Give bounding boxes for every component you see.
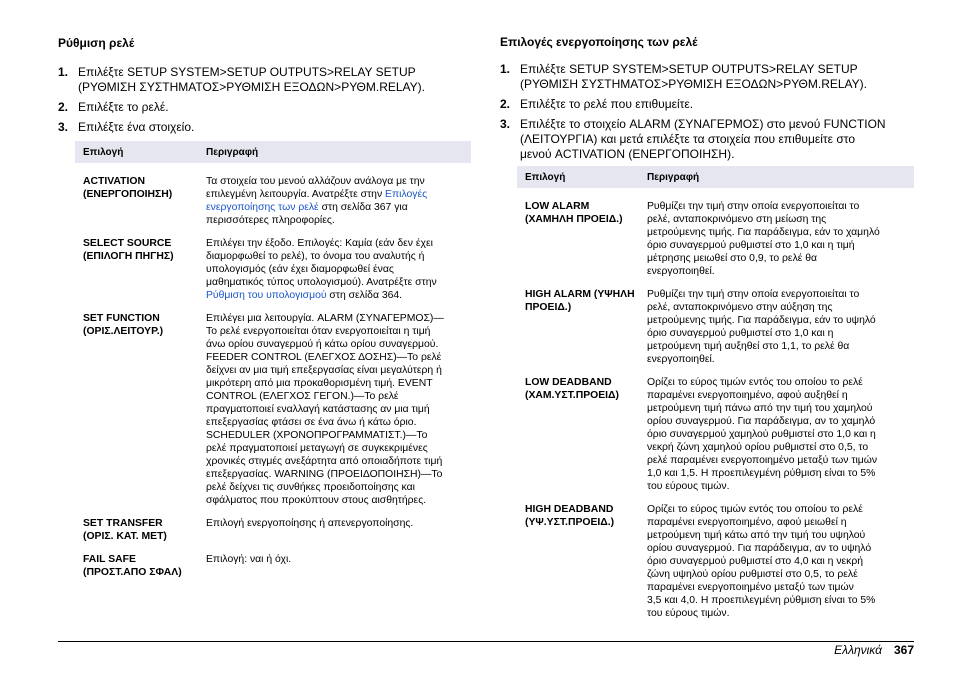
option-name: FAIL SAFE (ΠΡΟΣΤ.ΑΠΟ ΣΦΑΛ) xyxy=(83,554,182,578)
step-2 xyxy=(58,100,471,115)
table-row xyxy=(75,237,471,302)
footer-language: Ελληνικά xyxy=(834,643,882,657)
option-name: ACTIVATION (ΕΝΕΡΓΟΠΟΙΗΣΗ) xyxy=(83,176,173,200)
table-row xyxy=(517,503,914,620)
option-description: Επιλέγει μια λειτουργία. ALARM (ΣΥΝΑΓΕΡΜΟΣ)— Το ρελέ ενεργοποιείται όταν ενεργοποιείται η τιμή άνω ορίου συναγερμού ή κάτω ορίου συναγερμού. FEEDER CONTROL (ΕΛΕΓΧΟΣ ΔΟΣΗΣ)—Το ρελέ δείχνει αν μια τιμή επεξεργασίας είναι μεγαλύτερη ή μικρότερη από μια προκαθορισμένη τιμή. EVENT CONTROL (ΕΛΕΓΧΟΣ ΓΕΓΟΝ.)—Το ρελέ πραγματοποιεί εναλλαγή κατάστασης αν μια τιμή επεξεργασίας φτάσει σε ένα άνω ή κάτω όριο. SCHEDULER (ΧΡΟΝΟΠΡΟΓΡΑΜΜΑΤΙΣΤ.)—Το ρελέ πραγματοποιεί μεταγωγή σε συγκεκριμένες χρονικές στιγμές ανεξάρτητα από οποιαδήποτε τιμή επεξεργασίας. WARNING (ΠΡΟΕΙΔΟΠΟΙΗΣΗ)—Το ρελέ δείχνει τις συνθήκες προειδοποίησης και σφάλματος που προκύπτουν στους αισθητήρες. xyxy=(206,313,444,506)
option-name: LOW ALARM (ΧΑΜΗΛΗ ΠΡΟΕΙΔ.) xyxy=(525,201,623,225)
column-header-option: Επιλογή xyxy=(525,171,566,183)
step-text-line: Επιλέξτε SETUP SYSTEM>SETUP OUTPUTS>RELAY SETUP xyxy=(78,65,416,79)
option-description: Ρυθμίζει την τιμή στην οποία ενεργοποιείται το ρελέ, ανταποκρινόμενο στη μείωση της μετρούμενης τιμής. Για παράδειγμα, εάν το χαμηλό όριο συναγερμού ρυθμιστεί στο 1,0 και η τιμή μέτρησης μειωθεί στο 0,9, το ρελέ θα ενεργοποιηθεί. xyxy=(647,201,880,277)
option-name: HIGH ALARM (ΥΨΗΛΗ ΠΡΟΕΙΔ.) xyxy=(525,289,635,313)
step-number: 1. xyxy=(500,62,511,76)
option-description: Επιλογή ενεργοποίησης ή απενεργοποίησης. xyxy=(206,518,414,529)
right-steps xyxy=(500,62,914,167)
table-header xyxy=(75,141,471,163)
step-number: 3. xyxy=(500,117,511,131)
step-text-line: Επιλέξτε ένα στοιχείο. xyxy=(78,120,195,134)
option-description: Επιλογή: ναι ή όχι. xyxy=(206,554,292,565)
option-description: Ορίζει το εύρος τιμών εντός του οποίου το ρελέ παραμένει ενεργοποιημένο, αφού μειωθεί η μετρούμενη τιμή κάτω από την τιμή του υψηλού ορίου συναγερμού. Για παράδειγμα, αν το υψηλό όριο συναγερμού ρυθμιστεί στο 4,0 και η νεκρή ζώνη υψηλού ορίου ρυθμιστεί στο 0,5, το ρελέ παραμένει ενεργοποιημένο μεταξύ των τιμών 3,5 και 4,0. Η προεπιλεγμένη ρύθμιση είναι το 5% του εύρους τιμών. xyxy=(647,504,876,619)
left-steps xyxy=(58,65,471,140)
step-text-line: Επιλέξτε το στοιχείο ALARM (ΣΥΝΑΓΕΡΜΟΣ) στο μενού FUNCTION xyxy=(520,117,886,131)
table-header xyxy=(517,166,914,188)
cross-reference-link[interactable]: ενεργοποίησης των ρελέ xyxy=(206,202,319,213)
step-3 xyxy=(500,117,914,162)
option-name: SET TRANSFER (ΟΡΙΣ. ΚΑΤ. ΜΕΤ) xyxy=(83,518,167,542)
step-1 xyxy=(500,62,914,92)
step-number: 1. xyxy=(58,65,69,79)
section-title-relay-setup: Ρύθμιση ρελέ xyxy=(58,36,135,50)
step-text-line: Επιλέξτε το ρελέ. xyxy=(78,100,169,114)
step-text-line: μενού ACTIVATION (ΕΝΕΡΓΟΠΟΙΗΣΗ). xyxy=(520,147,735,161)
left-options-table xyxy=(75,141,471,579)
cross-reference-link[interactable]: Ρύθμιση του υπολογισμού xyxy=(206,290,327,301)
cross-reference-link[interactable]: Επιλογές xyxy=(385,189,428,200)
column-header-description: Περιγραφή xyxy=(647,171,700,183)
step-text-line: (ΡΥΘΜΙΣΗ ΣΥΣΤΗΜΑΤΟΣ>ΡΥΘΜΙΣΗ ΕΞΟΔΩΝ>ΡΥΘΜ.RELAY). xyxy=(520,77,867,91)
table-row xyxy=(75,175,471,227)
step-number: 2. xyxy=(500,97,511,111)
step-text-line: (ΛΕΙΤΟΥΡΓΙΑ) και μετά επιλέξτε τα στοιχεία που επιθυμείτε στο xyxy=(520,132,855,146)
table-row xyxy=(517,376,914,493)
step-text-line: Επιλέξτε SETUP SYSTEM>SETUP OUTPUTS>RELAY SETUP xyxy=(520,62,858,76)
step-3 xyxy=(58,120,471,135)
option-description: Επιλέγει την έξοδο. Επιλογές: Καμία (εάν δεν έχει διαμορφωθεί το ρελέ), το όνομα του αναλυτής ή υπολογισμός (εάν έχει διαμορφωθεί ένας μαθηματικός τύπος υπολογισμού). Ανατρέξτε στην Ρύθμιση του υπολογισμού στη σελίδα 364. xyxy=(206,238,437,301)
option-name: LOW DEADBAND (ΧΑΜ.ΥΣΤ.ΠΡΟΕΙΔ) xyxy=(525,377,619,401)
option-name: SET FUNCTION (ΟΡΙΣ.ΛΕΙΤΟΥΡ.) xyxy=(83,313,164,337)
footer-divider xyxy=(58,641,914,642)
step-text-line: (ΡΥΘΜΙΣΗ ΣΥΣΤΗΜΑΤΟΣ>ΡΥΘΜΙΣΗ ΕΞΟΔΩΝ>ΡΥΘΜ.RELAY). xyxy=(78,80,425,94)
step-2 xyxy=(500,97,914,112)
step-1 xyxy=(58,65,471,95)
table-row xyxy=(75,517,471,543)
table-row xyxy=(75,553,471,579)
option-name: SELECT SOURCE (ΕΠΙΛΟΓΗ ΠΗΓΗΣ) xyxy=(83,238,174,262)
option-description: Ορίζει το εύρος τιμών εντός του οποίου το ρελέ παραμένει ενεργοποιημένο, αφού αυξηθεί η μετρούμενη τιμή πάνω από την τιμή του χαμηλού ορίου συναγερμού. Για παράδειγμα, αν το χαμηλό όριο συναγερμού χαμηλού ρυθμιστεί στο 1,0 και η νεκρή ζώνη χαμηλού ορίου ρυθμιστεί στο 0,5, το ρελέ παραμένει ενεργοποιημένο μεταξύ των τιμών 1,0 και 1,5. Η προεπιλεγμένη ρύθμιση είναι το 5% του εύρους τιμών. xyxy=(647,377,878,492)
step-number: 3. xyxy=(58,120,69,134)
option-description: Ρυθμίζει την τιμή στην οποία ενεργοποιείται το ρελέ, ανταποκρινόμενο στην αύξηση της μετρούμενης τιμής. Για παράδειγμα, εάν το υψηλό όριο συναγερμού ρυθμιστεί στο 1,0 και η μετρούμενη τιμή αυξηθεί στο 1,1, το ρελέ θα ενεργοποιηθεί. xyxy=(647,289,876,365)
right-options-table xyxy=(517,166,914,620)
step-number: 2. xyxy=(58,100,69,114)
section-title-relay-activation: Επιλογές ενεργοποίησης των ρελέ xyxy=(500,35,698,49)
column-header-description: Περιγραφή xyxy=(206,146,259,158)
table-row xyxy=(517,288,914,366)
table-row xyxy=(517,200,914,278)
step-text-line: Επιλέξτε το ρελέ που επιθυμείτε. xyxy=(520,97,694,111)
page-number: 367 xyxy=(893,643,914,657)
table-row xyxy=(75,312,471,507)
option-description: Τα στοιχεία του μενού αλλάζουν ανάλογα με την επιλεγμένη λειτουργία. Ανατρέξτε στην Επιλογές ενεργοποίησης των ρελέ στη σελίδα 367 για περισσότερες πληροφορίες. xyxy=(206,176,428,226)
column-header-option: Επιλογή xyxy=(83,146,124,158)
option-name: HIGH DEADBAND (ΥΨ.ΥΣΤ.ΠΡΟΕΙΔ.) xyxy=(525,504,615,528)
